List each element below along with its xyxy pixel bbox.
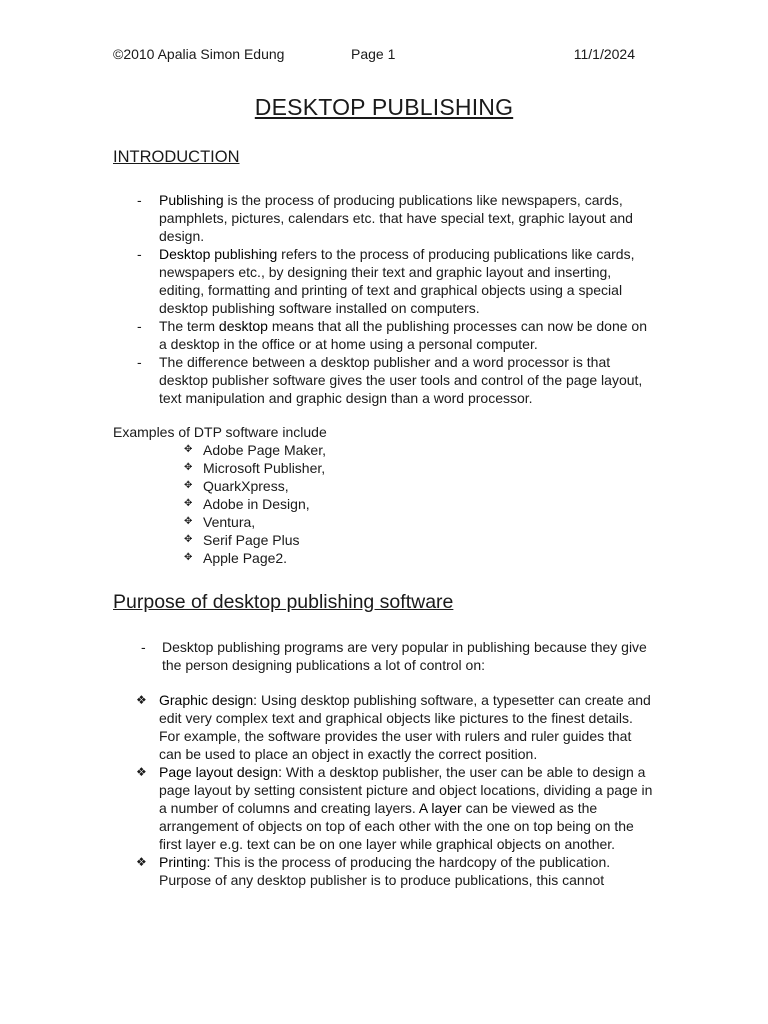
term-desktop: desktop — [218, 318, 268, 334]
list-item — [113, 691, 653, 763]
term-page-layout-design: Page layout design: — [159, 764, 282, 780]
dash-bullet-icon: - — [137, 354, 142, 370]
purpose-intro-list — [113, 638, 653, 674]
point-text: With a desktop publisher, the user can be able to design a page layout by setting consistent picture and object locations, dividing a page in a number of columns and creating layers. — [159, 764, 653, 816]
purpose-points-list — [113, 691, 653, 889]
list-item — [113, 317, 653, 353]
pinwheel-bullet-icon: ✥ — [184, 534, 193, 545]
header-date: 11/1/2024 — [573, 46, 635, 62]
page-header — [113, 46, 635, 66]
diamond-bullet-icon: ❖ — [136, 693, 147, 707]
dash-bullet-icon: - — [137, 246, 142, 262]
term-desktop-publishing: Desktop publishing — [159, 246, 278, 262]
list-item — [113, 853, 653, 889]
list-item — [113, 638, 653, 674]
pinwheel-bullet-icon: ✥ — [184, 462, 193, 473]
list-item — [184, 513, 326, 531]
point-text: This is the process of producing the hardcopy of the publication. Purpose of any desktop publisher is to produce publications, this cannot — [159, 854, 611, 888]
list-item — [113, 245, 653, 317]
software-name: Apple Page2. — [203, 550, 288, 566]
point-text: Using desktop publishing software, a typesetter can create and edit very complex text and graphical objects like pictures to the finest details. For example, the software provides the user with rulers and ruler guides that can be used to place an object in exactly the correct position. — [159, 692, 651, 762]
list-item — [184, 531, 326, 549]
software-name: Adobe in Design, — [203, 496, 310, 512]
pinwheel-bullet-icon: ✥ — [184, 480, 193, 491]
definition-text: is the process of producing publications like newspapers, cards, pamphlets, pictures, calendars etc. that have special text, graphic layout and design. — [159, 192, 633, 244]
dash-bullet-icon: - — [137, 192, 142, 208]
header-copyright: ©2010 Apalia Simon Edung — [113, 46, 285, 62]
list-item — [113, 353, 653, 407]
list-item — [184, 459, 326, 477]
point-text-continued: can be viewed as the arrangement of objects on top of each other with the one on top being on the first layer e.g. text can be on one layer while graphical objects on another. — [159, 800, 634, 852]
definition-text: refers to the process of producing publications like cards, newspapers etc., by designing their text and graphic layout and inserting, editing, formatting and printing of text and graphical objects using a special desktop publishing software installed on computers. — [159, 246, 635, 316]
list-item — [113, 191, 653, 245]
pinwheel-bullet-icon: ✥ — [184, 444, 193, 455]
software-name: Serif Page Plus — [203, 532, 300, 548]
dash-bullet-icon: - — [137, 318, 142, 334]
examples-label: Examples of DTP software include — [113, 424, 327, 440]
list-item — [184, 549, 326, 567]
purpose-heading: Purpose of desktop publishing software — [113, 591, 454, 613]
software-name: QuarkXpress, — [203, 478, 289, 494]
software-name: Adobe Page Maker, — [203, 442, 326, 458]
introduction-list — [113, 191, 653, 407]
list-item — [184, 477, 326, 495]
document-title: DESKTOP PUBLISHING — [254, 94, 514, 120]
software-name: Ventura, — [203, 514, 256, 530]
introduction-heading: INTRODUCTION — [113, 148, 240, 166]
term-printing: Printing: — [159, 854, 211, 870]
list-item — [184, 495, 326, 513]
pinwheel-bullet-icon: ✥ — [184, 498, 193, 509]
definition-text: The difference between a desktop publisher and a word processor is that desktop publisher software gives the user tools and control of the page layout, text manipulation and graphic design than a word processor. — [159, 354, 643, 406]
dtp-software-list — [184, 441, 326, 567]
term-publishing: Publishing — [159, 192, 224, 208]
list-item — [113, 763, 653, 853]
dash-bullet-icon: - — [141, 639, 146, 655]
pinwheel-bullet-icon: ✥ — [184, 552, 193, 563]
definition-text: means that all the publishing processes can now be done on a desktop in the office or at home using a personal computer. — [159, 318, 647, 352]
list-item — [184, 441, 326, 459]
definition-prefix: The term — [159, 318, 219, 334]
term-graphic-design: Graphic design: — [159, 692, 258, 708]
software-name: Microsoft Publisher, — [203, 460, 326, 476]
header-page-number: Page 1 — [351, 46, 396, 62]
purpose-intro-text: Desktop publishing programs are very popular in publishing because they give the person designing publications a lot of control on: — [162, 639, 647, 673]
diamond-bullet-icon: ❖ — [136, 855, 147, 869]
pinwheel-bullet-icon: ✥ — [184, 516, 193, 527]
diamond-bullet-icon: ❖ — [136, 765, 147, 779]
term-a-layer: A layer — [418, 800, 462, 816]
